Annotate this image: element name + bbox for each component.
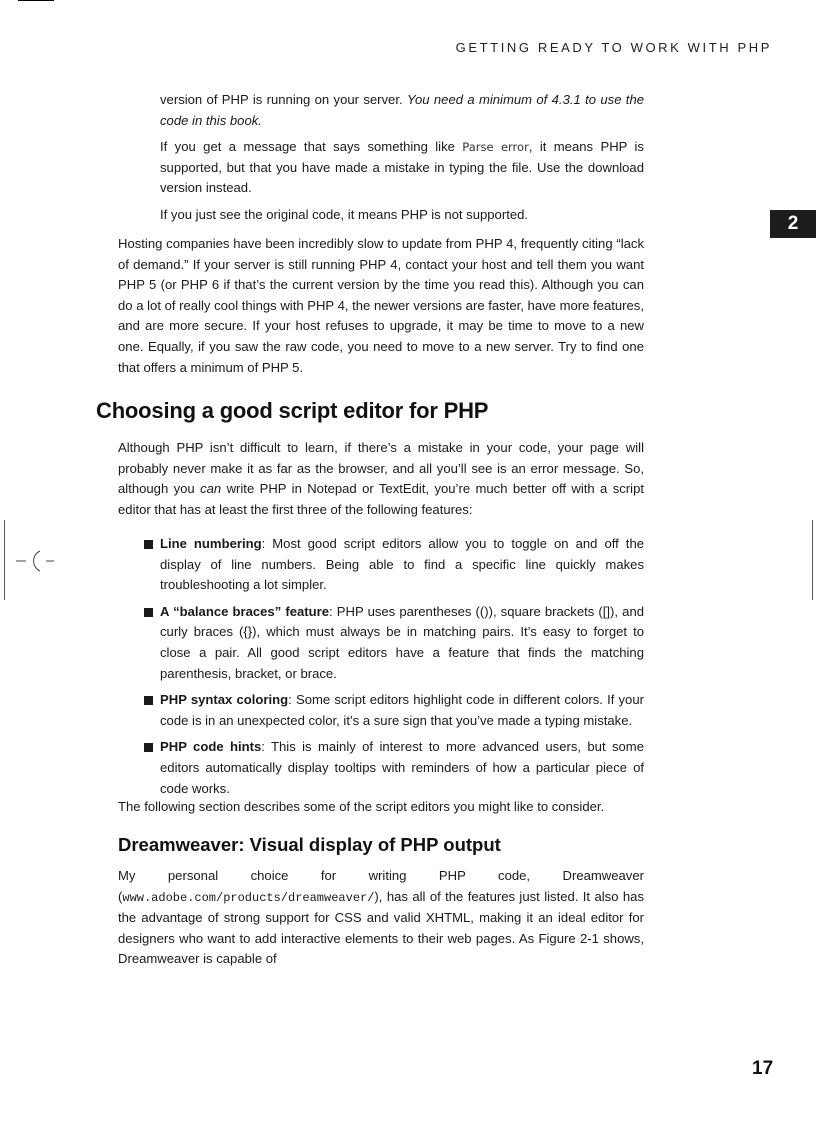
feature-list <box>143 534 644 799</box>
bullet-text: : PHP uses parentheses (()), square brackets ([]), and curly braces ({}), which must always be in matching pairs. It’s easy to forget to close a pair. All good script editors have a feature that finds the matching parenthesis, bracket, or brace. <box>160 603 645 681</box>
intro-emphasis: can <box>200 481 222 497</box>
subsection-heading: Dreamweaver: Visual display of PHP output <box>118 834 501 855</box>
page-number: 17 <box>752 1058 774 1079</box>
parse-error-text-after: , it means PHP is supported, but that you have made a mistake in typing the file. Use the download version instead. <box>160 139 644 196</box>
intro-text-before: Although PHP isn’t difficult to learn, if there’s a mistake in your code, your page will probably never make it as far as the browser, and all you’ll see is an error message. So, although you <box>118 440 644 497</box>
top-note-block <box>160 90 644 226</box>
list-item <box>143 690 644 731</box>
bullet-square-icon <box>144 696 153 705</box>
bullet-term: PHP syntax coloring <box>160 692 289 708</box>
hosting-paragraph-wrap <box>118 234 644 378</box>
list-item <box>143 737 644 799</box>
minimum-version-note: You need a minimum of 4.3.1 to use the code in this book. <box>160 92 645 128</box>
parse-error-code: Parse error <box>462 140 529 155</box>
chapter-tab: 2 <box>770 210 816 238</box>
bullet-text: : Most good script editors allow you to toggle on and off the display of line numbers. Being able to find a specific line quickly makes troubleshooting a lot simpler. <box>160 536 645 593</box>
running-head: GETTING READY TO WORK WITH PHP <box>455 40 772 55</box>
bullet-square-icon <box>144 540 153 549</box>
feature-list-wrap <box>143 534 644 805</box>
bullet-term: Line numbering <box>160 536 262 551</box>
dreamweaver-paragraph <box>118 866 644 970</box>
bullet-text: : This is mainly of interest to more advanced users, but some editors automatically display tooltips with reminders of how a particular piece of code works. <box>160 739 644 796</box>
parse-error-text-before: If you get a message that says something like <box>160 139 463 155</box>
outro-paragraph: The following section describes some of the script editors you might like to consider. <box>118 799 605 814</box>
list-item <box>143 534 644 596</box>
bullet-term: PHP code hints <box>160 739 262 755</box>
list-item <box>143 602 644 684</box>
registration-line-right <box>812 520 813 600</box>
bullet-square-icon <box>144 743 153 752</box>
dreamweaver-text-after: ), has all of the features just listed. It also has the advantage of strong support for CSS and valid XHTML, making it an ideal editor for designers who want to add interactive elements to their web pages. As Figure 2-1 shows, Dreamweaver is capable of <box>118 888 644 967</box>
bullet-square-icon <box>144 608 153 617</box>
section-heading: Choosing a good script editor for PHP <box>96 398 489 423</box>
intro-paragraph <box>118 438 644 520</box>
parse-error-note <box>160 137 644 199</box>
intro-text-after: write PHP in Notepad or TextEdit, you’re much better off with a script editor that has at least the first three of the following features: <box>118 481 644 517</box>
bullet-term: A “balance braces” feature <box>160 603 330 619</box>
registration-line-left <box>4 520 5 600</box>
php-version-note <box>160 90 644 131</box>
outro-paragraph-wrap <box>118 797 644 818</box>
registration-mark-icon <box>16 548 56 574</box>
php-version-text: version of PHP is running on your server. <box>160 92 407 107</box>
bullet-text: : Some script editors highlight code in different colors. If your code is in an unexpected color, it’s a sure sign that you’ve made a typing mistake. <box>160 692 644 728</box>
dreamweaver-paragraph-wrap <box>118 866 644 970</box>
section-heading-wrap <box>96 398 656 424</box>
subsection-heading-wrap <box>118 834 658 856</box>
dreamweaver-url: www.adobe.com/products/dreamweaver/ <box>122 890 375 905</box>
intro-paragraph-wrap <box>118 438 644 520</box>
top-rule <box>18 0 54 1</box>
hosting-paragraph: Hosting companies have been incredibly slow to update from PHP 4, frequently citing “lack of demand.” If your server is still running PHP 4, contact your host and tell them you want PHP 5 (or PHP 6 if that’s the current version by the time you read this). Although you can do a lot of really cool things with PHP 4, the newer versions are faster, have more features, and are more secure. If your host refuses to upgrade, it may be time to move to a new one. Equally, if you saw the raw code, you need to move to a new server. Try to find one that offers a minimum of PHP 5. <box>118 236 644 375</box>
original-code-note: If you just see the original code, it means PHP is not supported. <box>160 206 529 222</box>
dreamweaver-text-before: My personal choice for writing PHP code, Dreamweaver ( <box>118 868 644 904</box>
